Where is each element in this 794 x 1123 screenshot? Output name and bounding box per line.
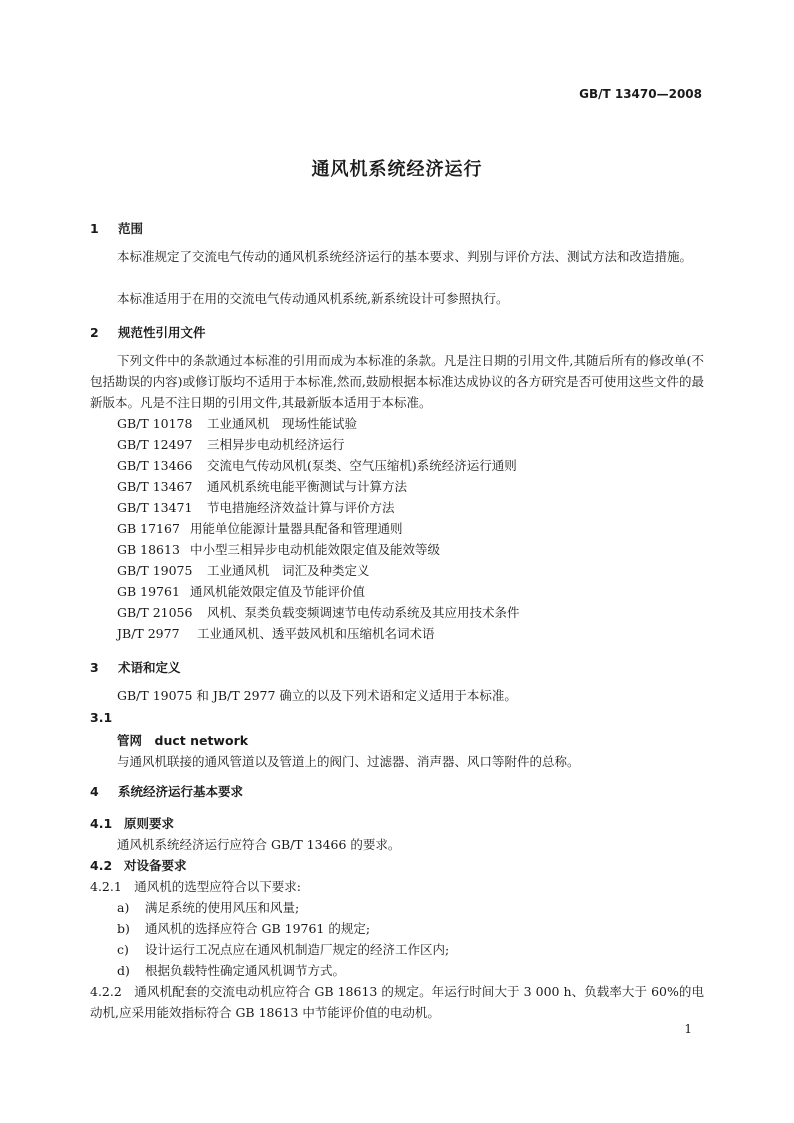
reference-code: GB 19761 [117,584,180,599]
clause-4-2-2-text: 4.2.2 通风机配套的交流电动机应符合 GB 18613 的规定。年运行时间大于 3 000 h、负载率大于 60%的电动机,应采用能效指标符合 GB 18613 中节能评价值的电动机。 [90,984,704,1020]
clause-title: 对设备要求 [124,858,187,873]
section-2-heading [90,323,206,341]
section-3-heading [90,658,181,676]
reference-code: GB/T 21056 [117,605,193,620]
reference-item [117,582,365,600]
term-heading: 管网 duct network [117,733,249,748]
list-item [117,898,299,916]
reference-code: GB 17167 [117,521,180,536]
reference-item [117,477,407,495]
section-title: 术语和定义 [118,660,181,675]
reference-title: 用能单位能源计量器具配备和管理通则 [190,521,403,536]
section-title: 规范性引用文件 [118,325,206,340]
reference-title: 风机、泵类负载变频调速节电传动系统及其应用技术条件 [207,605,520,620]
clause-number: 4.1 [90,816,113,831]
list-marker: b) [117,921,130,936]
reference-title: 三相异步电动机经济运行 [207,437,345,452]
list-text: 根据负载特性确定通风机调节方式。 [145,963,346,978]
reference-title: 中小型三相异步电动机能效限定值及能效等级 [190,542,441,557]
section-title: 范围 [118,221,144,236]
clause-number: 4.2 [90,858,113,873]
reference-item [117,519,403,537]
clause-4-1-heading [90,814,174,832]
list-marker: c) [117,942,129,957]
term-definition: 与通风机联接的通风管道以及管道上的阀门、过滤器、消声器、风口等附件的总称。 [117,754,580,769]
reference-code: GB/T 13466 [117,458,193,473]
reference-code: GB 18613 [117,542,180,557]
standard-code: GB/T 13470—2008 [579,87,702,101]
list-item [117,919,370,937]
reference-code: GB/T 19075 [117,563,193,578]
reference-title: 通风机能效限定值及节能评价值 [190,584,366,599]
reference-item [117,540,440,558]
section-1-heading [90,219,143,237]
reference-title: 工业通风机 词汇及种类定义 [207,563,370,578]
section-1-paragraph-1: 本标准规定了交流电气传动的通风机系统经济运行的基本要求、判别与评价方法、测试方法和改造措施。 [117,249,693,264]
document-title: 通风机系统经济运行 [311,159,483,180]
clause-4-2-1-text: 4.2.1 通风机的选型应符合以下要求: [90,879,302,894]
clause-4-1-text: 通风机系统经济运行应符合 GB/T 13466 的要求。 [117,837,401,852]
reference-title: 交流电气传动风机(泵类、空气压缩机)系统经济运行通则 [207,458,517,473]
reference-code: JB/T 2977 [117,626,180,641]
list-item [117,940,449,958]
clause-title: 原则要求 [124,816,175,831]
section-number: 2 [90,325,99,340]
list-text: 设计运行工况点应在通风机制造厂规定的经济工作区内; [145,942,450,957]
reference-title: 工业通风机、透平鼓风机和压缩机名词术语 [197,626,435,641]
reference-code: GB/T 13471 [117,500,193,515]
section-number: 3 [90,660,99,675]
section-2-paragraph: 下列文件中的条款通过本标准的引用而成为本标准的条款。凡是注日期的引用文件,其随后所有的修改单(不包括勘误的内容)或修订版均不适用于本标准,然而,鼓励根据本标准达成协议的各方研究是否可使用这些文件的最新版本。凡是不注日期的引用文件,其最新版本适用于本标准。 [90,353,704,410]
reference-title: 通风机系统电能平衡测试与计算方法 [207,479,408,494]
reference-item [117,414,357,432]
list-text: 满足系统的使用风压和风量; [145,900,300,915]
section-title: 系统经济运行基本要求 [118,784,244,799]
reference-item [117,456,517,474]
section-number: 1 [90,221,99,236]
section-number: 4 [90,784,99,799]
clause-3-1-number: 3.1 [90,710,113,725]
clause-4-2-heading [90,856,187,874]
reference-code: GB/T 10178 [117,416,193,431]
list-marker: d) [117,963,130,978]
list-marker: a) [117,900,130,915]
reference-code: GB/T 13467 [117,479,193,494]
reference-item [117,603,520,621]
reference-item [117,435,345,453]
list-item [117,961,345,979]
section-4-heading [90,782,243,800]
section-1-paragraph-2: 本标准适用于在用的交流电气传动通风机系统,新系统设计可参照执行。 [117,291,509,306]
reference-item [117,624,435,642]
reference-item [117,498,395,516]
reference-code: GB/T 12497 [117,437,193,452]
section-3-paragraph: GB/T 19075 和 JB/T 2977 确立的以及下列术语和定义适用于本标准。 [117,688,517,703]
reference-item [117,561,370,579]
reference-title: 节电措施经济效益计算与评价方法 [207,500,395,515]
page-number: 1 [684,1022,692,1036]
list-text: 通风机的选择应符合 GB 19761 的规定; [145,921,371,936]
reference-title: 工业通风机 现场性能试验 [207,416,358,431]
